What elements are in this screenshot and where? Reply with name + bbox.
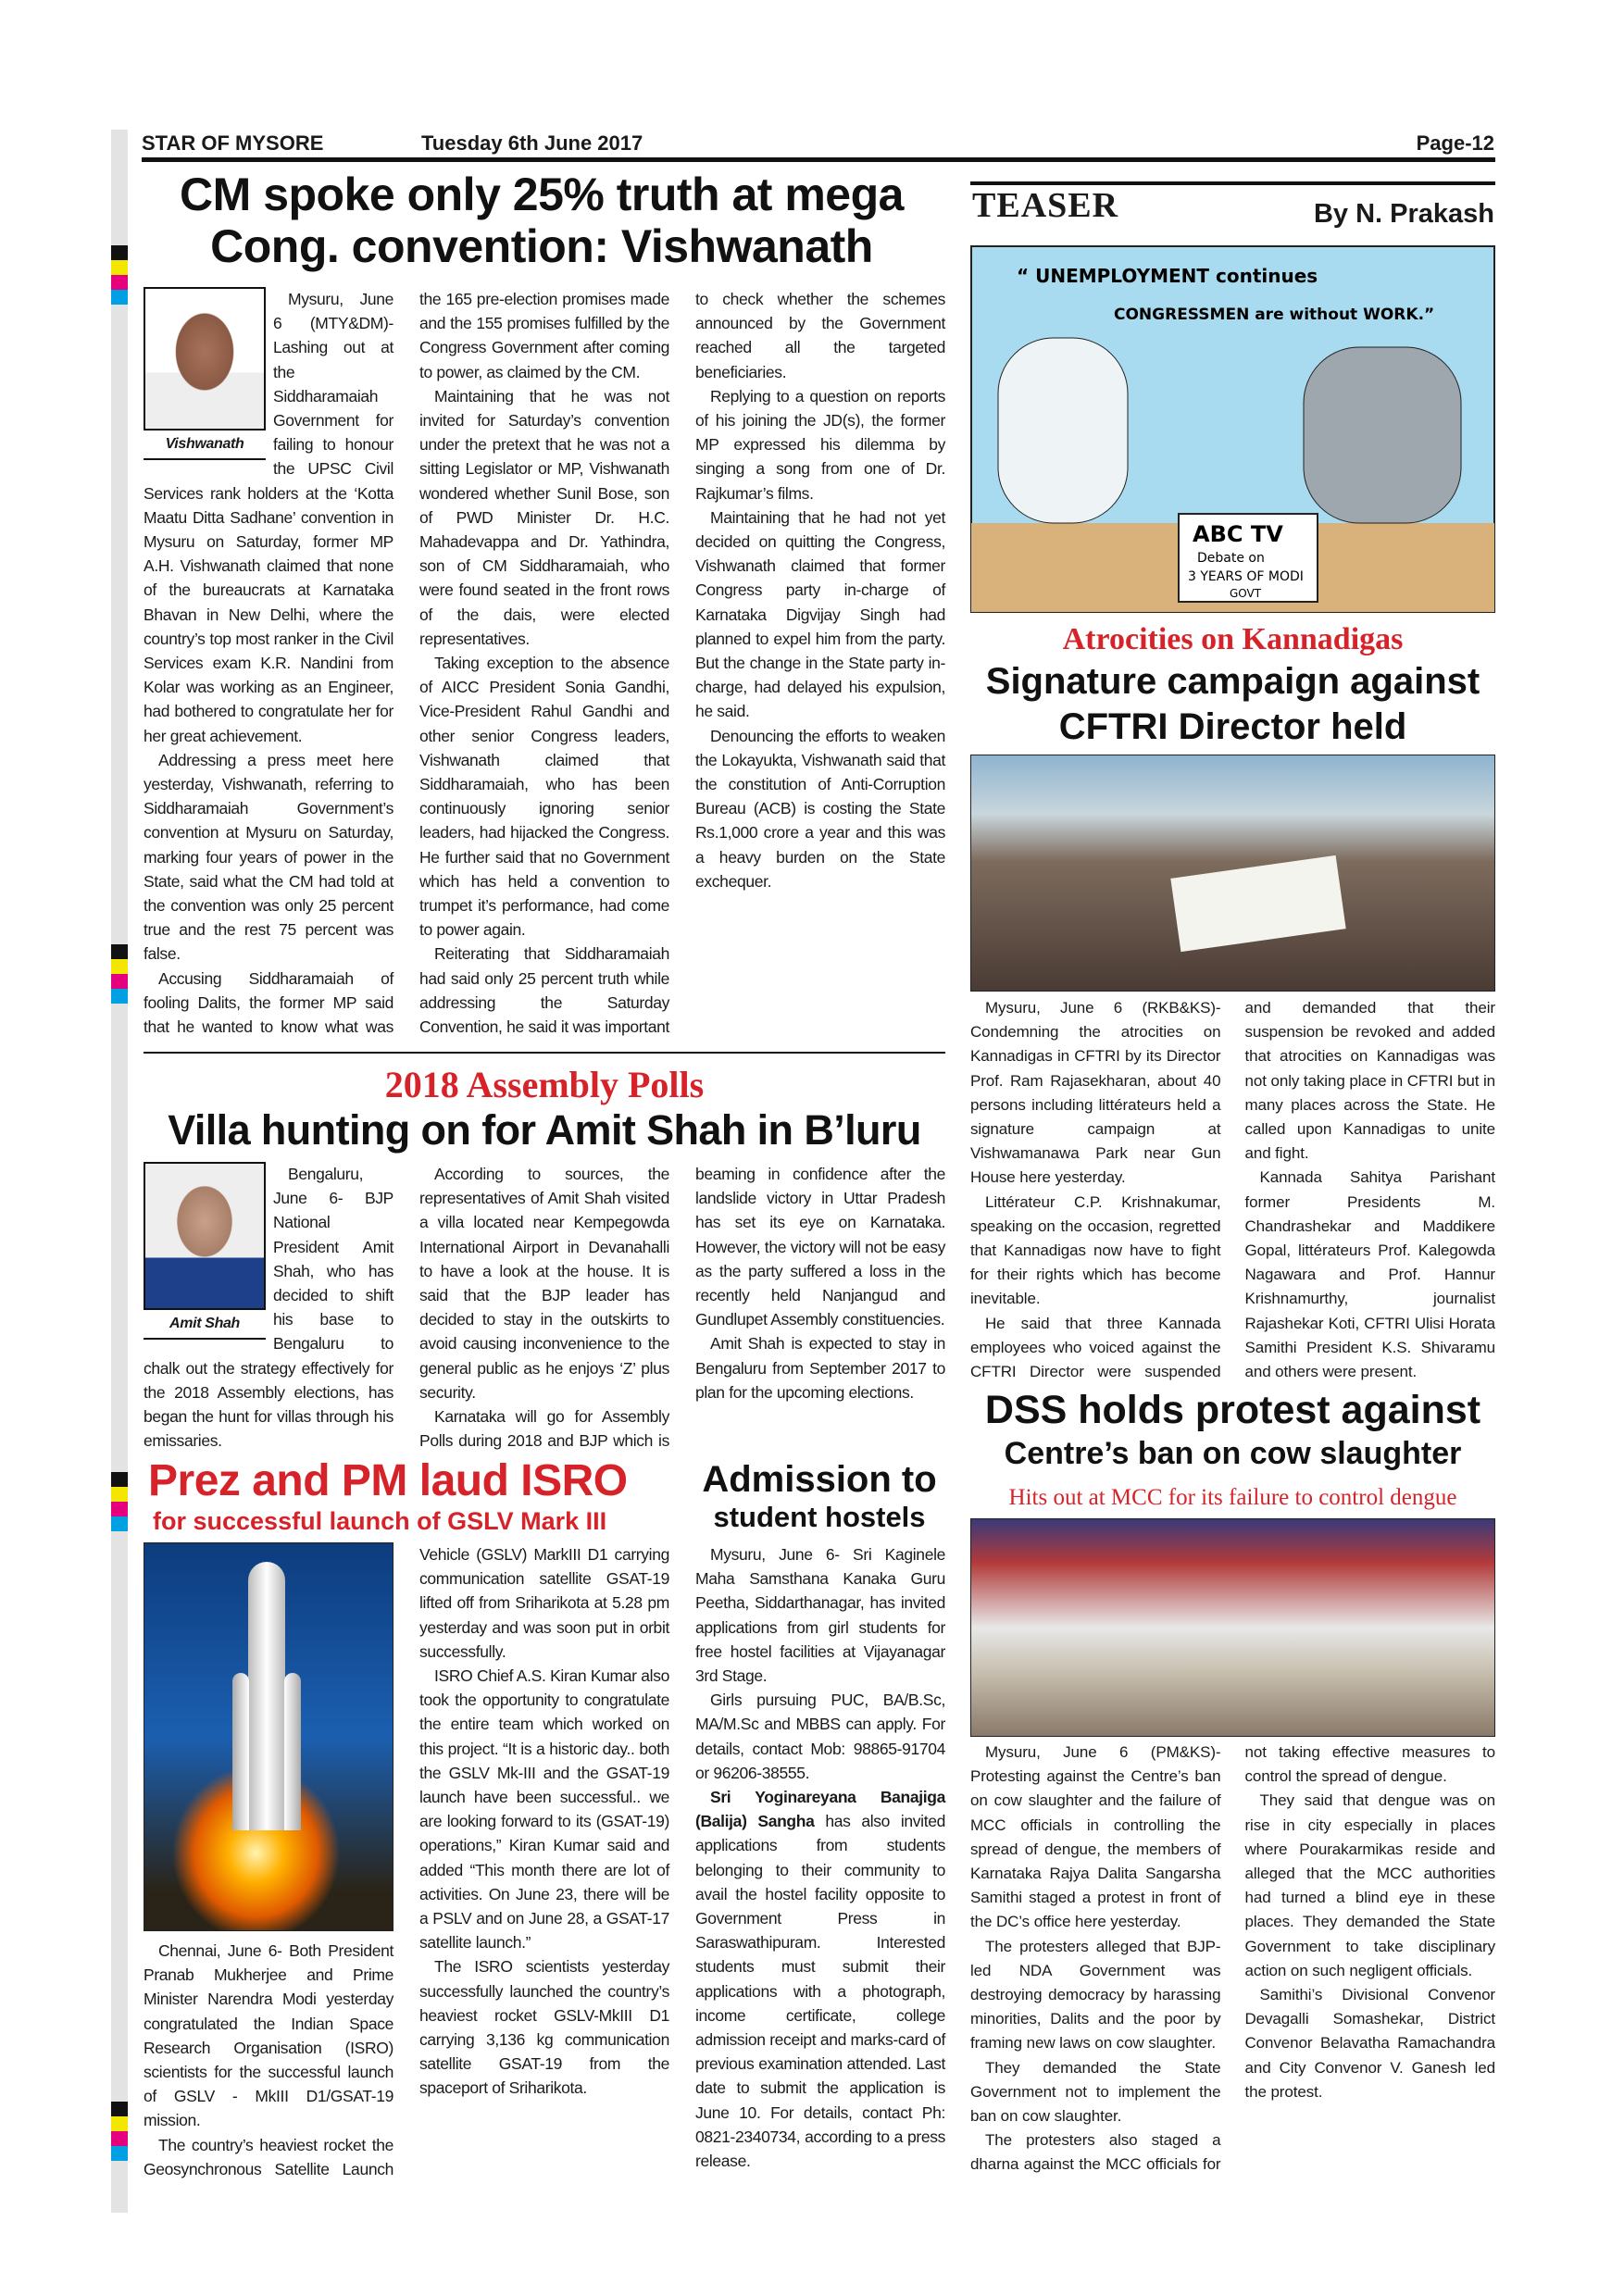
article-paragraph: Addressing a press meet here yesterday, Vishwanath, referring to Siddharamaiah Government’s convention at Mysuru on Saturday, marking four years of power in the State, said what the CM had told at the convention was only 25 percent true and the rest 75 percent was false. bbox=[144, 750, 394, 964]
article-paragraph bbox=[695, 1785, 945, 2173]
svg-text:“ UNEMPLOYMENT continues: “ UNEMPLOYMENT continues bbox=[1017, 265, 1318, 287]
svg-text:ABC TV: ABC TV bbox=[1193, 521, 1283, 547]
article-paragraph: The protesters alleged that BJP-led NDA Government was destroying democracy by harassing minorities, Dalits and the poor by framing new laws on cow slaughter. bbox=[970, 1937, 1221, 2053]
photo-caption: Vishwanath bbox=[144, 430, 266, 460]
article-paragraph: Denouncing the efforts to weaken the Lokayukta, Vishwanath said that the constitution of Anti-Corruption Bureau (ACB) is costing the State Rs.1,000 crore a year and this was a heavy burden on the State exchequer. bbox=[695, 726, 945, 891]
story3-body bbox=[144, 1542, 669, 2190]
article-paragraph: Mysuru, June 6- Sri Kaginele Maha Samsthana Kanaka Guru Peetha, Siddarthanagar, has invited applications from girl students for free hostel facilities at Vijayanagar 3rd Stage. bbox=[695, 1545, 945, 1686]
article-paragraph: ISRO Chief A.S. Kiran Kumar also took the opportunity to congratulate the entire team which worked on this project. “It is a historic day.. both the GSLV Mk-III and the GSAT-19 launch have been successful.. we are looking forward to its (GSAT-19) operations,” Kiran Kumar said and added “This month there are lot of activities. On June 23, there will be a PSLV and on June 28, a GSAT-17 satellite launch.” bbox=[419, 1666, 669, 1953]
article-paragraph: Littérateur C.P. Krishnakumar, speaking on the occasion, regretted that Kannadigas now have to fight for their rights which has become inevitable. bbox=[970, 1192, 1221, 1308]
story6-body bbox=[970, 1741, 1495, 2194]
story1-body bbox=[144, 287, 945, 1046]
signature-campaign-photo bbox=[970, 755, 1495, 992]
page-number: Page-12 bbox=[1416, 131, 1494, 155]
photo-caption: Amit Shah bbox=[144, 1310, 266, 1340]
svg-text:CONGRESSMEN are without WORK.”: CONGRESSMEN are without WORK.” bbox=[1114, 306, 1435, 324]
article-paragraph: The protesters also staged a dharna against the MCC officials for not taking effective measures to control the spread of dengue. bbox=[970, 1743, 1495, 2174]
margin-strip bbox=[111, 130, 128, 2213]
story6-headline: DSS holds protest against Centre’s ban on cow slaughter bbox=[984, 1388, 1481, 1471]
story4-headline: Admission to student hostels bbox=[702, 1459, 937, 1533]
organisation-name: Sri Yoginareyana Banajiga (Balija) Sangha bbox=[695, 1788, 945, 1831]
article-paragraph: Karnataka will go for Assembly Polls during 2018 and BJP which is beaming in confidence after the landslide victory in Uttar Pradesh has set its eye on Karnataka. However, the victory will not be easy as the party suffered a loss in the recently held Nanjangud and Gundlupet Assembly constituencies. bbox=[419, 1165, 945, 1451]
article-paragraph: Reiterating that Siddharamaiah had said only 25 percent truth while addressing the Saturday Convention, he said it was important to check whether the schemes announced by the Government reached all the targeted beneficiaries. bbox=[419, 290, 945, 1037]
article-paragraph: According to sources, the representatives of Amit Shah visited a villa located near Kempegowda International Airport in Devanahalli to have a look at the house. It is said that the BJP leader has decided to stay in the outskirts to avoid causing inconvenience to the general public as he enjoys ‘Z’ plus security. bbox=[419, 1165, 669, 1402]
article-paragraph: Chennai, June 6- Both President Pranab Mukherjee and Prime Minister Narendra Modi yesterday congratulated the Indian Space Research Organisation (ISRO) scientists for the successful launch of GSLV - MkIII D1/GSAT-19 mission. bbox=[144, 1941, 394, 2130]
article-paragraph: They demanded the State Government not to implement the ban on cow slaughter. bbox=[970, 2058, 1221, 2126]
story5-headline: Signature campaign against CFTRI Director held bbox=[985, 661, 1480, 747]
article-paragraph: Accusing Siddharamaiah of fooling Dalits, the former MP said that he wanted to know what was the 165 pre-election promises made and the 155 promises fulfilled by the Congress Government after coming to power, as claimed by the CM. bbox=[144, 290, 669, 1037]
teaser-title: TEASER bbox=[972, 186, 1119, 225]
article-paragraph: Girls pursuing PUC, BA/B.Sc, MA/M.Sc and MBBS can apply. For details, contact Mob: 98865-91704 or 96206-38555. bbox=[695, 1691, 945, 1782]
paragraph-text: has also invited applications from students belonging to their community to avail the hostel facility opposite to Government Press in Saraswathipuram. Interested students must submit their applications with a photograph, income certificate, college admission receipt and marks-card of previous examination attended. Last date to submit the application is June 10. For details, contact Ph: 0821-2340734, according to a press release. bbox=[695, 1812, 945, 2171]
story3-subhead: for successful launch of GSLV Mark III bbox=[153, 1507, 607, 1535]
story2-body bbox=[144, 1162, 945, 1454]
story3-headline: Prez and PM laud ISRO bbox=[148, 1456, 628, 1505]
article-paragraph: Kannada Sahitya Parishant former Presidents M. Chandrashekar and Maddikere Gopal, littérateurs Prof. Kalegowda Nagawara and Prof. Hannur Krishnamurthy, journalist Rajashekar Koti, CFTRI Ulisi Horata Samithi President K.S. Shivaramu and others were present. bbox=[1244, 1168, 1495, 1381]
story5-body bbox=[970, 996, 1495, 1385]
amit-shah-photo bbox=[144, 1162, 266, 1340]
article-paragraph: Mysuru, June 6 (RKB&KS)- Condemning the atrocities on Kannadigas in CFTRI by its Director Prof. Ram Rajasekharan, about 40 persons including littérateurs held a signature campaign at Vishwamanawa Park near Gun House here yesterday. bbox=[970, 999, 1221, 1187]
vishwanath-photo bbox=[144, 287, 266, 460]
article-paragraph: Amit Shah is expected to stay in Bengaluru from September 2017 to plan for the upcoming elections. bbox=[695, 1334, 945, 1402]
svg-text:GOVT: GOVT bbox=[1230, 587, 1262, 600]
story2-headline: Villa hunting on for Amit Shah in B’luru bbox=[168, 1106, 921, 1154]
article-paragraph: Maintaining that he had not yet decided on quitting the Congress, Vishwanath claimed that former Congress party in-charge of Karnataka Digvijay Singh had planned to expel him from the party. But the change in the State party in-charge, had delayed his expulsion, he said. bbox=[695, 507, 945, 721]
svg-text:3 YEARS OF MODI: 3 YEARS OF MODI bbox=[1188, 569, 1304, 584]
article-paragraph: Maintaining that he was not invited for Saturday’s convention under the pretext that he was not a sitting Legislator or MP, Vishwanath wondered whether Sunil Bose, son of PWD Minister Dr. H.C. Mahadevappa and Dr. Yathindra, son of CM Siddharamaiah, who were found seated in the front rows of the dais, were elected representatives. bbox=[419, 386, 669, 648]
article-paragraph: He said that three Kannada employees who voiced against the CFTRI Director were suspended and demanded that their suspension be revoked and added that atrocities on Kannadigas was not only taking place in CFTRI but in many places across the State. He called upon Kannadigas to unite and fight. bbox=[970, 999, 1495, 1381]
story5-kicker: Atrocities on Kannadigas bbox=[1062, 622, 1404, 656]
story4-body bbox=[695, 1542, 945, 2190]
paper-name: STAR OF MYSORE bbox=[142, 131, 324, 155]
story1-headline: CM spoke only 25% truth at mega Cong. convention: Vishwanath bbox=[180, 168, 904, 272]
teaser-byline: By N. Prakash bbox=[1313, 199, 1494, 229]
section-divider bbox=[144, 1052, 945, 1054]
article-paragraph: Taking exception to the absence of AICC President Sonia Gandhi, Vice-President Rahul Gandhi and other senior Congress leaders, Vishwanath claimed that Siddharamaiah, who has been continuously ignoring senior leaders, had hijacked the Congress. He further said that no Government which has held a convention to trumpet it’s performance, had come to power again. bbox=[419, 654, 669, 940]
article-paragraph: Mysuru, June 6 (MTY&DM)- Lashing out at the Siddharamaiah Government for failing to honour the UPSC Civil Services rank holders at the ‘Kotta Maatu Ditta Sadhane’ convention in Mysuru on Saturday, former MP A.H. Vishwanath claimed that none of the bureaucrats at Karnataka Bhavan in New Delhi, where the country’s top most ranker in the Civil Services exam K.R. Nandini from Kolar was working as an Engineer, had bothered to congratulate her for her great achievement. bbox=[144, 290, 394, 745]
protest-photo bbox=[970, 1518, 1495, 1737]
article-paragraph: They said that dengue was on rise in city especially in places where Pourakarmikas reside and alleged that the MCC authorities had turned a blind eye in these places. They demanded the State Government to take disciplinary action on such negligent officials. bbox=[1244, 1791, 1495, 1979]
teaser-cartoon bbox=[970, 245, 1495, 613]
article-paragraph: Mysuru, June 6 (PM&KS)- Protesting against the Centre’s ban on cow slaughter and the failure of MCC officials in controlling the spread of dengue, the members of Karnataka Rajya Dalita Sangarsha Samithi staged a protest in front of the DC’s office here yesterday. bbox=[970, 1743, 1221, 1931]
issue-date: Tuesday 6th June 2017 bbox=[421, 131, 643, 155]
svg-text:Debate on: Debate on bbox=[1197, 551, 1265, 566]
article-paragraph: Replying to a question on reports of his joining the JD(s), the former MP expressed his dilemma by singing a song from one of Dr. Rajkumar’s films. bbox=[695, 386, 945, 503]
article-paragraph: Samithi’s Divisional Convenor Devagalli Somashekar, District Convenor Belavatha Ramachandra and City Convenor V. Ganesh led the protest. bbox=[1244, 1986, 1495, 2101]
teaser-rule bbox=[970, 181, 1495, 185]
rocket-launch-photo bbox=[144, 1542, 394, 1931]
story6-kicker: Hits out at MCC for its failure to control dengue bbox=[1008, 1485, 1457, 1510]
article-paragraph: The ISRO scientists yesterday successfully launched the country’s heaviest rocket GSLV-MkIII D1 carrying 3,136 kg communication satellite GSAT-19 from the spaceport of Sriharikota. bbox=[419, 1957, 669, 2098]
story2-kicker: 2018 Assembly Polls bbox=[384, 1064, 705, 1105]
header-rule bbox=[142, 157, 1495, 162]
article-paragraph: The country’s heaviest rocket the Geosynchronous Satellite Launch Vehicle (GSLV) MarkIII D1 carrying communication satellite GSAT-19 lifted off from Sriharikota at 5.28 pm yesterday and was soon put in orbit successfully. bbox=[144, 1545, 669, 2178]
article-paragraph: Bengaluru, June 6- BJP National President Amit Shah, who has decided to shift his base to Bengaluru to chalk out the strategy effectively for the 2018 Assembly elections, has began the hunt for villas through his emissaries. bbox=[144, 1165, 394, 1451]
